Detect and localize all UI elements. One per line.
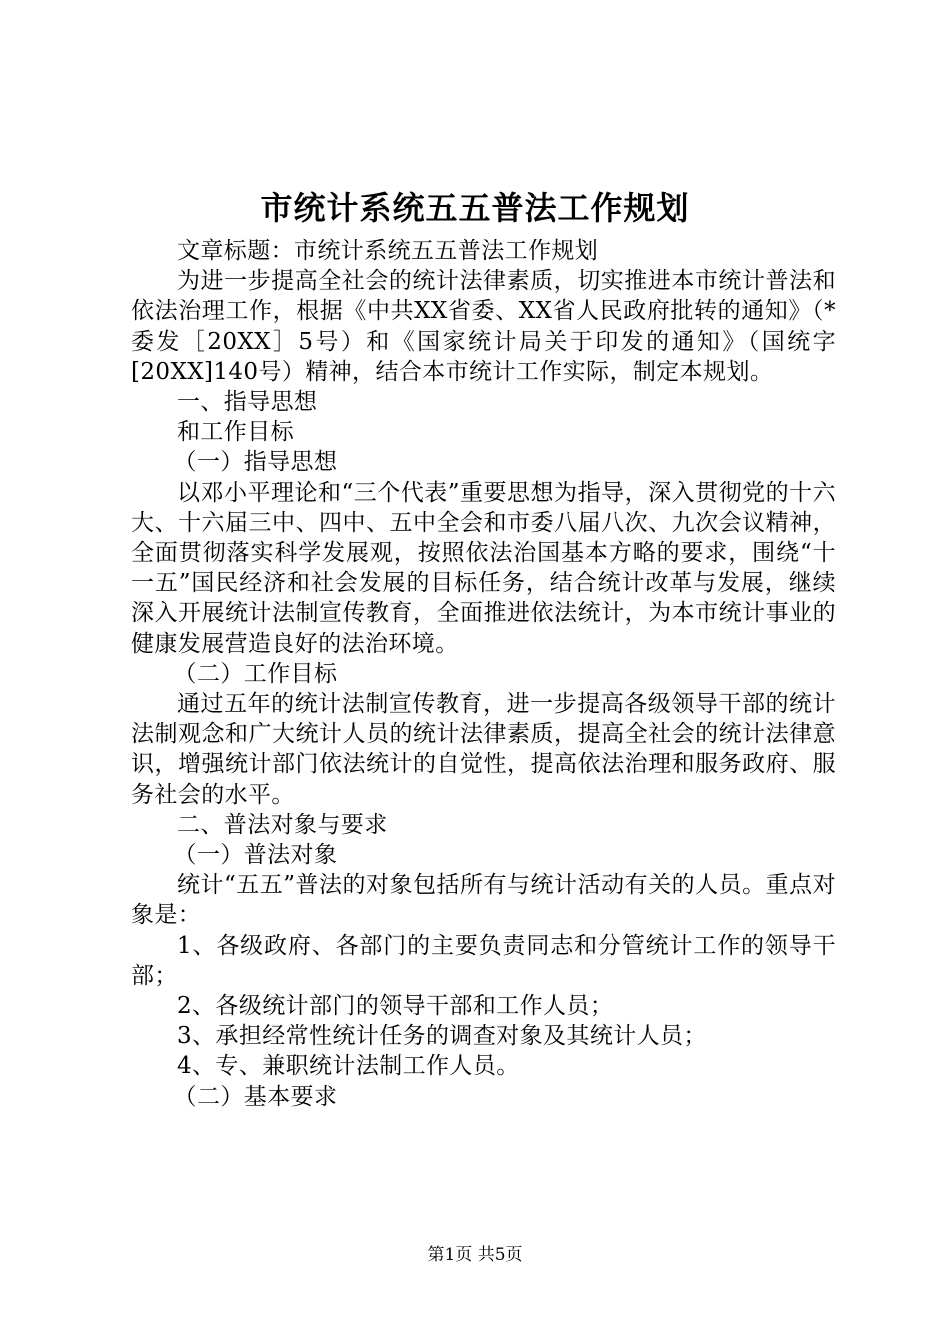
heading-section-1-cont: 和工作目标 xyxy=(177,419,294,446)
document-body xyxy=(131,236,836,1112)
paragraph-audience: 统计“五五”普法的对象包括所有与统计活动有关的人员。重点对象是： xyxy=(131,872,836,929)
paragraph-work-goals: 通过五年的统计法制宣传教育，进一步提高各级领导干部的统计法制观念和广大统计人员的统计法律素质，提高全社会的统计法律意识，增强统计部门依法统计的自觉性，提高依法治理和服务政府、服务社会的水平。 xyxy=(131,691,836,808)
subheading-basic-requirements: （二）基本要求 xyxy=(173,1083,338,1110)
heading-section-1: 一、指导思想 xyxy=(177,389,318,416)
list-item-2: 2、各级统计部门的领导干部和工作人员； xyxy=(177,993,614,1020)
list-item-4: 4、专、兼职统计法制工作人员。 xyxy=(177,1053,520,1080)
subheading-guiding-thought: （一）指导思想 xyxy=(173,449,338,476)
paragraph-article-title: 文章标题：市统计系统五五普法工作规划 xyxy=(177,238,599,264)
list-item-3: 3、承担经常性统计任务的调查对象及其统计人员； xyxy=(177,1023,707,1050)
heading-section-2: 二、普法对象与要求 xyxy=(177,811,388,838)
page-footer: 第1页 共5页 xyxy=(427,1245,523,1265)
document-title: 市统计系统五五普法工作规划 xyxy=(260,189,690,227)
subheading-work-goals: （二）工作目标 xyxy=(173,660,338,687)
paragraph-intro: 为进一步提高全社会的统计法律素质，切实推进本市统计普法和依法治理工作，根据《中共XX省委、XX省人民政府批转的通知》（*委发［20XX］5号）和《国家统计局关于印发的通知》（国统字[20XX]140号）精神，结合本市统计工作实际，制定本规划。 xyxy=(131,268,836,385)
paragraph-guiding-thought: 以邓小平理论和“三个代表”重要思想为指导，深入贯彻党的十六大、十六届三中、四中、五中全会和市委八届八次、九次会议精神，全面贯彻落实科学发展观，按照依法治国基本方略的要求，围绕“十一五”国民经济和社会发展的目标任务，结合统计改革与发展，继续深入开展统计法制宣传教育，全面推进依法统计，为本市统计事业的健康发展营造良好的法治环境。 xyxy=(131,479,836,657)
list-item-1: 1、各级政府、各部门的主要负责同志和分管统计工作的领导干部； xyxy=(131,932,836,989)
subheading-audience: （一）普法对象 xyxy=(173,842,338,869)
